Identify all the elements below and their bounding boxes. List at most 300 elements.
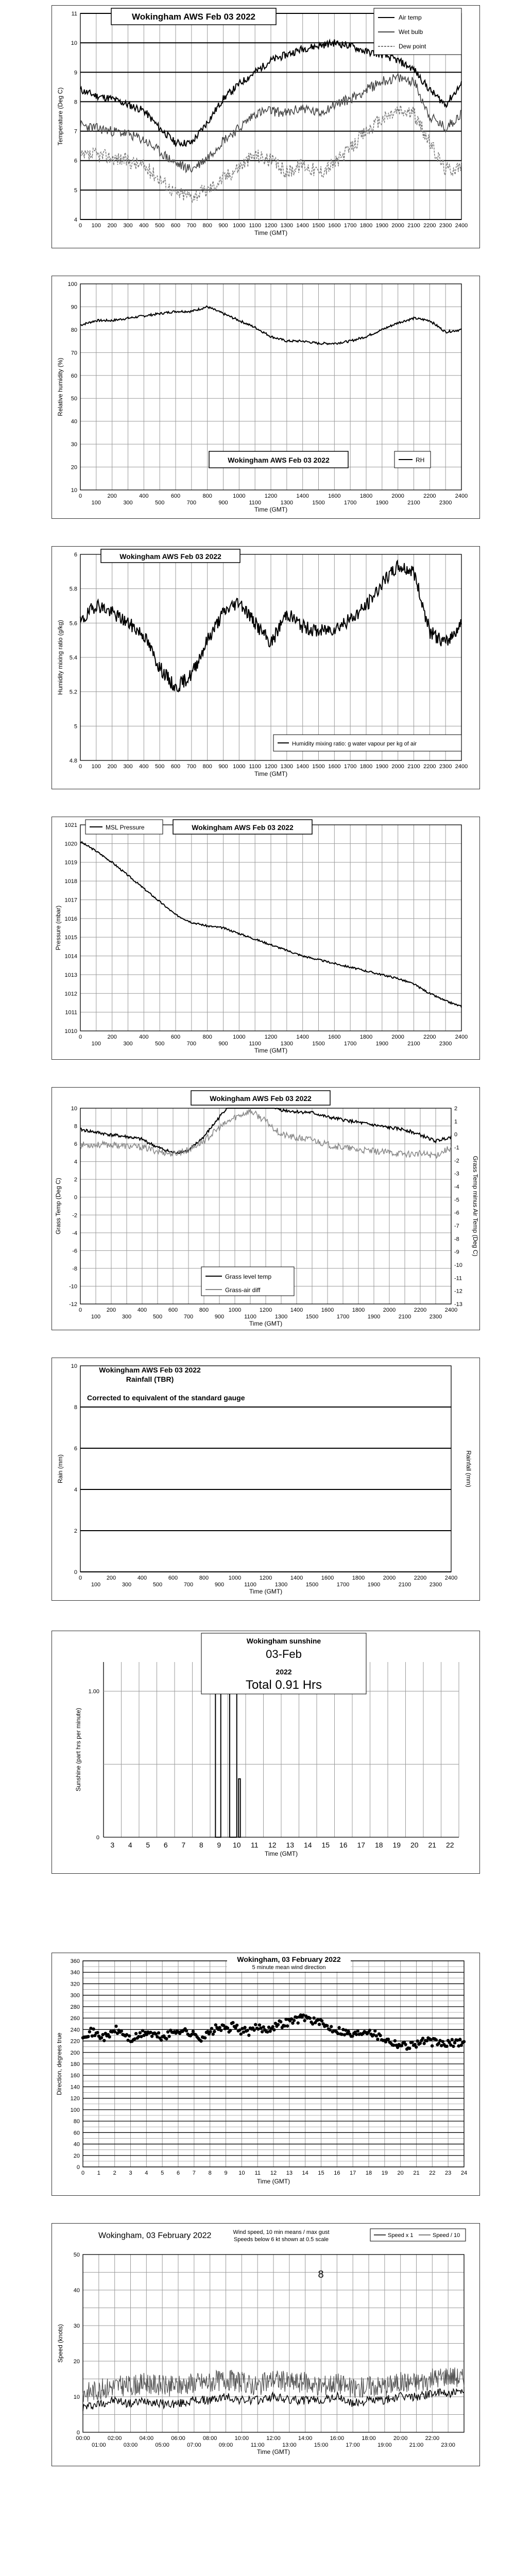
y-tick-label: 0	[76, 2430, 80, 2436]
x-tick-label: 11	[254, 2170, 261, 2176]
x-tick-label: 2300	[439, 764, 452, 770]
y-tick-label: 120	[70, 2095, 80, 2102]
y-tick-label: -10	[69, 1283, 77, 1290]
y2-tick-label: -5	[454, 1197, 459, 1204]
x-tick-label: 100	[91, 223, 101, 229]
y-tick-label: 1011	[65, 1009, 77, 1016]
y-tick-label: 0	[96, 1835, 99, 1841]
x-axis-label: Time (GMT)	[254, 770, 288, 777]
y-tick-label: 260	[70, 2015, 80, 2022]
y-tick-label: 300	[70, 1992, 80, 1999]
wind-direction-point	[272, 2028, 276, 2031]
x-tick-label: 18	[374, 1841, 383, 1849]
wind-direction-point	[368, 2029, 371, 2032]
y-tick-label: 30	[71, 442, 77, 448]
x-tick-label: 10	[238, 2170, 245, 2176]
x-tick-label: 200	[107, 1034, 117, 1040]
y-tick-label: 8	[74, 99, 77, 106]
x-tick-label: 0	[78, 493, 82, 499]
x-tick-label: 1600	[321, 1307, 334, 1313]
x-tick-label: 11:00	[250, 2442, 265, 2448]
chart-note: Corrected to equivalent of the standard gauge	[87, 1394, 245, 1402]
wind-direction-point	[376, 2038, 379, 2041]
x-tick-label: 2300	[439, 1041, 452, 1047]
x-tick-label: 21	[413, 2170, 420, 2176]
x-tick-label: 1000	[228, 1307, 242, 1313]
y-tick-label: 6	[74, 1446, 77, 1452]
x-tick-label: 1300	[280, 1041, 294, 1047]
legend-label: Wet bulb	[399, 28, 423, 36]
wind-direction-point	[375, 2034, 378, 2037]
sunshine-total: Total 0.91 Hrs	[245, 1678, 322, 1692]
x-tick-label: 700	[186, 764, 197, 770]
rainfall-chart	[52, 1358, 479, 1600]
wind-speed-chart-panel	[52, 2223, 480, 2466]
x-tick-label: 800	[202, 493, 212, 499]
y-tick-label: 320	[70, 1981, 80, 1988]
y-tick-label: 6	[74, 1141, 77, 1148]
x-tick-label: 2000	[383, 1307, 396, 1313]
x-tick-label: 10:00	[234, 2435, 249, 2442]
x-tick-label: 200	[106, 1575, 116, 1581]
sunshine-chart	[52, 1631, 479, 1873]
chart-title: Wokingham AWS Feb 03 2022	[210, 1094, 312, 1103]
x-tick-label: 14	[303, 1841, 312, 1849]
wind-direction-point	[435, 2038, 438, 2041]
y-tick-label: 4.8	[69, 758, 77, 764]
x-tick-label: 200	[107, 223, 117, 229]
x-tick-label: 2000	[391, 493, 404, 499]
wind-direction-point	[379, 2034, 382, 2037]
x-tick-label: 1800	[359, 223, 373, 229]
y-tick-label: 40	[73, 2287, 80, 2294]
x-tick-label: 1200	[264, 764, 278, 770]
x-tick-label: 1800	[352, 1307, 365, 1313]
y-tick-label: 6	[74, 158, 77, 164]
wind-direction-point	[293, 2019, 296, 2022]
x-tick-label: 1400	[296, 493, 309, 499]
x-tick-label: 100	[91, 764, 101, 770]
x-tick-label: 1500	[312, 1041, 325, 1047]
x-tick-label: 2100	[398, 1314, 411, 1320]
x-tick-label: 400	[139, 764, 149, 770]
chart-subtitle-2: Speeds below 6 kt shown at 0.5 scale	[233, 2236, 329, 2243]
x-axis-label: Time (GMT)	[254, 229, 288, 236]
x-tick-label: 09:00	[218, 2442, 233, 2448]
x-tick-label: 1800	[359, 764, 373, 770]
x-tick-label: 700	[186, 500, 197, 506]
y-tick-label: 2	[74, 1528, 77, 1534]
chart-title: Wokingham sunshine	[246, 1637, 321, 1645]
x-tick-label: 2000	[391, 1034, 404, 1040]
y-tick-label: 180	[70, 2061, 80, 2067]
wind-direction-point	[87, 2035, 90, 2038]
y-tick-label: 1.00	[88, 1688, 99, 1695]
x-tick-label: 21	[428, 1841, 437, 1849]
x-tick-label: 2200	[414, 1575, 427, 1581]
pressure-chart-panel	[52, 817, 480, 1060]
wind-direction-point	[303, 2019, 306, 2022]
y2-axis-label: Rainfall (mm)	[465, 1450, 472, 1487]
x-tick-label: 300	[123, 1041, 133, 1047]
x-tick-label: 1700	[344, 223, 357, 229]
wind-direction-point	[209, 2030, 212, 2033]
y-tick-label: 5.6	[69, 620, 77, 627]
y-tick-label: 2	[74, 1177, 77, 1183]
wind-direction-point	[393, 2039, 397, 2042]
x-tick-label: 9	[224, 2170, 228, 2176]
x-tick-label: 1600	[328, 223, 341, 229]
y-tick-label: 4	[74, 217, 77, 223]
humidity-chart	[52, 276, 479, 518]
x-tick-label: 800	[202, 223, 212, 229]
wind-direction-point	[415, 2045, 418, 2048]
x-tick-label: 1700	[336, 1582, 350, 1588]
x-tick-label: 15	[318, 2170, 324, 2176]
x-tick-label: 20:00	[393, 2435, 408, 2442]
x-tick-label: 900	[218, 764, 228, 770]
x-tick-label: 20	[397, 2170, 404, 2176]
x-tick-label: 4	[145, 2170, 148, 2176]
x-tick-label: 10	[232, 1841, 241, 1849]
x-tick-label: 3	[129, 2170, 132, 2176]
x-tick-label: 0	[78, 1307, 82, 1313]
wind-direction-chart-panel	[52, 1953, 480, 2196]
x-tick-label: 1000	[228, 1575, 242, 1581]
x-axis-label: Time (GMT)	[254, 1047, 288, 1054]
mixing-ratio-chart	[52, 547, 479, 789]
x-tick-label: 2200	[423, 223, 436, 229]
x-tick-label: 900	[218, 1041, 228, 1047]
x-tick-label: 1500	[312, 500, 325, 506]
x-tick-label: 08:00	[202, 2435, 217, 2442]
wind-direction-point	[229, 2029, 232, 2032]
x-tick-label: 1600	[328, 493, 341, 499]
x-tick-label: 16:00	[330, 2435, 345, 2442]
y-tick-label: 280	[70, 2004, 80, 2010]
x-tick-label: 2400	[455, 493, 468, 499]
x-tick-label: 600	[170, 1034, 181, 1040]
x-tick-label: 19	[392, 1841, 401, 1849]
wind-direction-point	[451, 2038, 454, 2041]
x-tick-label: 1200	[264, 1034, 278, 1040]
wind-direction-point	[373, 2029, 376, 2032]
y-tick-label: 8	[74, 1123, 77, 1130]
wind-direction-point	[96, 2031, 99, 2034]
wind-speed-chart	[52, 2224, 479, 2466]
x-tick-label: 100	[91, 1041, 101, 1047]
wind-direction-point	[114, 2025, 117, 2028]
wind-direction-point	[252, 2028, 255, 2031]
x-tick-label: 19:00	[377, 2442, 392, 2448]
x-tick-label: 300	[123, 223, 133, 229]
x-tick-label: 6	[176, 2170, 180, 2176]
y-tick-label: 20	[71, 464, 77, 471]
x-tick-label: 400	[137, 1307, 147, 1313]
y2-tick-label: -3	[454, 1171, 459, 1177]
y-tick-label: -4	[72, 1230, 77, 1236]
x-tick-label: 8	[199, 1841, 203, 1849]
chart-subtitle: Wind speed, 10 min means / max gust	[233, 2229, 330, 2235]
wind-direction-point	[226, 2026, 229, 2029]
y-axis-label: Sunshine (part hrs per minute)	[75, 1707, 82, 1792]
rainfall-chart-panel	[52, 1358, 480, 1601]
wind-direction-point	[325, 2024, 329, 2027]
x-tick-label: 200	[107, 493, 117, 499]
x-tick-label: 2300	[439, 223, 452, 229]
x-tick-label: 1400	[296, 223, 309, 229]
wind-direction-point	[441, 2040, 444, 2043]
y-tick-label: 1016	[64, 916, 77, 922]
x-tick-label: 21:00	[409, 2442, 424, 2448]
legend-label: Grass level temp	[225, 1273, 272, 1280]
wind-direction-point	[458, 2038, 461, 2041]
y-tick-label: 10	[73, 2394, 80, 2400]
x-tick-label: 500	[152, 1314, 163, 1320]
y-tick-label: 5.8	[69, 586, 77, 592]
y2-tick-label: -4	[454, 1184, 459, 1190]
y2-tick-label: -2	[454, 1158, 459, 1164]
x-tick-label: 13	[286, 2170, 293, 2176]
x-axis-label: Time (GMT)	[256, 2178, 290, 2185]
wind-direction-point	[100, 2036, 103, 2039]
x-tick-label: 16	[334, 2170, 340, 2176]
y-tick-label: 5	[74, 723, 77, 730]
wind-direction-point	[356, 2029, 359, 2032]
x-tick-label: 20	[410, 1841, 419, 1849]
x-tick-label: 600	[170, 223, 181, 229]
x-tick-label: 18	[365, 2170, 372, 2176]
y-tick-label: 100	[67, 281, 77, 287]
x-tick-label: 2300	[429, 1314, 442, 1320]
wind-direction-point	[462, 2040, 466, 2043]
x-tick-label: 16	[339, 1841, 348, 1849]
chart-title: Wokingham AWS Feb 03 2022	[99, 1366, 201, 1374]
y-tick-label: 30	[73, 2323, 80, 2329]
y-tick-label: 10	[71, 487, 77, 494]
wind-direction-point	[139, 2031, 142, 2034]
mixing-ratio-chart-panel	[52, 546, 480, 789]
y-tick-label: 60	[73, 2130, 80, 2137]
x-tick-label: 200	[106, 1307, 116, 1313]
wind-direction-point	[165, 2037, 168, 2040]
x-tick-label: 17	[350, 2170, 356, 2176]
x-tick-label: 18:00	[362, 2435, 376, 2442]
y-tick-label: 80	[71, 327, 77, 333]
x-tick-label: 17:00	[346, 2442, 360, 2448]
x-tick-label: 1600	[321, 1575, 334, 1581]
y2-tick-label: 0	[454, 1131, 458, 1138]
y-tick-label: -2	[72, 1212, 77, 1219]
x-tick-label: 100	[91, 500, 101, 506]
y-tick-label: 1019	[64, 859, 77, 866]
wind-direction-point	[88, 2030, 91, 2033]
wind-direction-point	[404, 2043, 407, 2046]
y-tick-label: 4	[74, 1159, 77, 1165]
wind-direction-point	[213, 2030, 216, 2033]
x-tick-label: 900	[218, 223, 228, 229]
x-tick-label: 1800	[352, 1575, 365, 1581]
x-tick-label: 1400	[290, 1307, 303, 1313]
x-tick-label: 1900	[375, 764, 389, 770]
y-tick-label: 1020	[64, 841, 77, 848]
x-tick-label: 22	[445, 1841, 454, 1849]
x-tick-label: 1800	[359, 1034, 373, 1040]
x-tick-label: 700	[186, 1041, 197, 1047]
x-tick-label: 700	[183, 1582, 194, 1588]
wind-direction-point	[308, 2016, 312, 2020]
wind-direction-point	[92, 2027, 95, 2030]
x-axis-label: Time (GMT)	[249, 1320, 283, 1327]
x-tick-label: 400	[139, 493, 149, 499]
x-tick-label: 300	[122, 1314, 132, 1320]
wind-direction-point	[210, 2027, 213, 2030]
x-tick-label: 600	[170, 764, 181, 770]
x-tick-label: 1500	[305, 1582, 319, 1588]
y-tick-label: 6	[74, 552, 77, 558]
y-tick-label: 1013	[64, 972, 77, 978]
x-tick-label: 2100	[407, 500, 420, 506]
y2-tick-label: -7	[454, 1223, 459, 1229]
wind-direction-point	[452, 2045, 455, 2048]
chart-title: Wokingham AWS Feb 03 2022	[132, 12, 255, 22]
x-tick-label: 1400	[296, 764, 309, 770]
x-tick-label: 1000	[233, 1034, 246, 1040]
chart-title: Wokingham AWS Feb 03 2022	[228, 456, 330, 464]
x-tick-label: 2400	[455, 764, 468, 770]
wind-direction-point	[387, 2038, 390, 2041]
chart-subtitle: 5 minute mean wind direction	[252, 1964, 326, 1971]
x-tick-label: 1600	[328, 1034, 341, 1040]
x-tick-label: 7	[192, 2170, 196, 2176]
x-axis-label: Time (GMT)	[264, 1850, 298, 1857]
y-tick-label: 1017	[64, 897, 77, 904]
x-tick-label: 1100	[244, 1314, 256, 1320]
legend-label: Air temp	[399, 14, 422, 21]
chart-subtitle: Rainfall (TBR)	[126, 1375, 174, 1383]
wind-direction-point	[422, 2042, 425, 2045]
humidity-chart-panel	[52, 276, 480, 519]
y-tick-label: 240	[70, 2027, 80, 2033]
x-tick-label: 1900	[367, 1314, 381, 1320]
x-tick-label: 23:00	[441, 2442, 455, 2448]
x-tick-label: 1200	[264, 493, 278, 499]
x-tick-label: 1900	[375, 223, 389, 229]
wind-direction-point	[243, 2026, 246, 2029]
legend-label: Dew point	[399, 43, 426, 50]
x-tick-label: 12	[270, 2170, 277, 2176]
wind-direction-point	[247, 2033, 250, 2037]
y-tick-label: 0	[74, 1569, 77, 1575]
y-tick-label: 220	[70, 2038, 80, 2045]
wind-direction-point	[330, 2025, 333, 2028]
y-tick-label: 11	[71, 11, 77, 17]
x-tick-label: 300	[123, 500, 133, 506]
y-tick-label: 0	[76, 2164, 80, 2171]
x-tick-label: 1300	[280, 764, 294, 770]
pressure-chart	[52, 817, 479, 1059]
y-tick-label: 4	[74, 1487, 77, 1493]
grass-temp-chart	[52, 1088, 479, 1330]
x-tick-label: 5	[146, 1841, 150, 1849]
x-tick-label: 2300	[439, 500, 452, 506]
y-tick-label: 1021	[64, 822, 77, 828]
x-tick-label: 0	[78, 223, 82, 229]
temperature-chart-panel	[52, 5, 480, 248]
chart-title: Wokingham AWS Feb 03 2022	[119, 552, 221, 561]
x-axis-label: Time (GMT)	[256, 2448, 290, 2455]
y2-tick-label: 2	[454, 1106, 458, 1112]
x-tick-label: 01:00	[92, 2442, 106, 2448]
wind-direction-point	[157, 2031, 160, 2035]
x-tick-label: 2100	[407, 223, 420, 229]
x-tick-label: 2400	[455, 1034, 468, 1040]
y-tick-label: -8	[72, 1265, 77, 1272]
x-tick-label: 5	[161, 2170, 164, 2176]
y-tick-label: 1010	[64, 1028, 77, 1035]
y-tick-label: 60	[71, 372, 77, 379]
y2-tick-label: -9	[454, 1249, 459, 1256]
x-tick-label: 1300	[280, 500, 294, 506]
x-tick-label: 1300	[274, 1314, 288, 1320]
y-axis-label: Rain (mm)	[57, 1454, 64, 1483]
x-tick-label: 1100	[249, 1041, 261, 1047]
y-tick-label: 50	[73, 2252, 80, 2258]
sunshine-chart-panel	[52, 1631, 480, 1874]
x-tick-label: 1400	[296, 1034, 309, 1040]
x-tick-label: 2400	[444, 1575, 458, 1581]
x-axis-label: Time (GMT)	[249, 1588, 283, 1595]
x-tick-label: 400	[137, 1575, 147, 1581]
x-tick-label: 900	[214, 1314, 225, 1320]
y-tick-label: 7	[74, 128, 77, 135]
x-tick-label: 1500	[312, 223, 325, 229]
x-tick-label: 1300	[280, 223, 294, 229]
chart-annotation: 8	[318, 2269, 324, 2280]
x-tick-label: 02:00	[107, 2435, 122, 2442]
x-tick-label: 500	[154, 1041, 165, 1047]
x-tick-label: 1100	[249, 500, 261, 506]
wind-direction-point	[416, 2040, 419, 2043]
x-tick-label: 1100	[249, 764, 261, 770]
x-tick-label: 500	[154, 500, 165, 506]
y-tick-label: 5.2	[69, 689, 77, 696]
wind-direction-point	[254, 2023, 257, 2026]
y-tick-label: 200	[70, 2049, 80, 2056]
x-tick-label: 2200	[423, 1034, 436, 1040]
wind-direction-point	[150, 2035, 153, 2038]
x-tick-label: 2100	[407, 764, 420, 770]
x-tick-label: 2000	[391, 764, 404, 770]
y2-tick-label: -11	[454, 1275, 462, 1282]
wind-direction-point	[120, 2029, 123, 2032]
x-tick-label: 11	[250, 1841, 259, 1849]
x-tick-label: 400	[139, 223, 149, 229]
y-tick-label: 360	[70, 1958, 80, 1964]
x-tick-label: 22:00	[425, 2435, 440, 2442]
legend-label: Speed x 1	[388, 2232, 414, 2239]
y2-axis-label: Grass Temp minus Air Temp (Deg C)	[472, 1156, 479, 1257]
chart-title: Wokingham AWS Feb 03 2022	[192, 823, 294, 832]
y-tick-label: -6	[72, 1248, 77, 1255]
wind-direction-point	[192, 2030, 195, 2033]
wind-direction-point	[167, 2035, 170, 2038]
x-tick-label: 15	[321, 1841, 330, 1849]
x-tick-label: 2000	[391, 223, 404, 229]
chart-year: 2022	[276, 1668, 292, 1676]
x-tick-label: 800	[202, 1034, 212, 1040]
y-tick-label: 1018	[64, 878, 77, 885]
